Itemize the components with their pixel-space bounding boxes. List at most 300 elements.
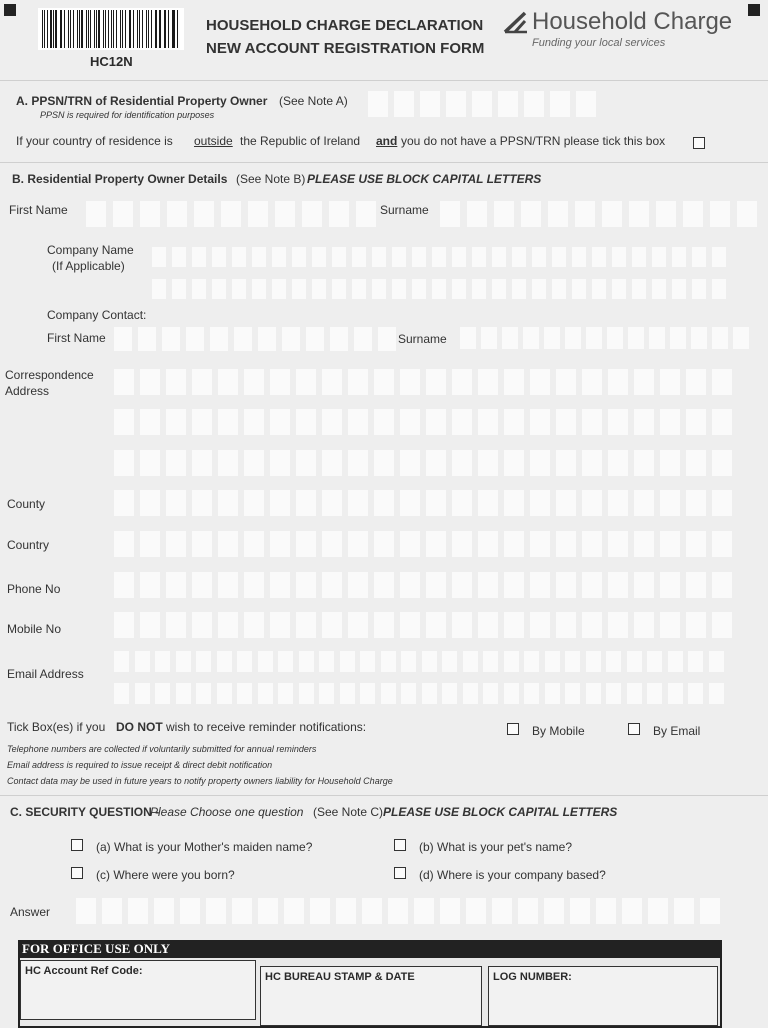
char-box[interactable] — [332, 279, 346, 299]
char-box[interactable] — [140, 531, 160, 557]
char-box[interactable] — [422, 651, 437, 672]
char-box[interactable] — [712, 612, 732, 638]
char-box[interactable] — [552, 247, 566, 267]
char-box[interactable] — [565, 683, 580, 704]
question-c-checkbox[interactable] — [71, 867, 83, 879]
char-box[interactable] — [329, 201, 349, 227]
char-box[interactable] — [452, 490, 472, 516]
char-box[interactable] — [634, 409, 654, 435]
char-box[interactable] — [270, 450, 290, 476]
char-box[interactable] — [686, 572, 706, 598]
mobile-input[interactable] — [114, 612, 738, 638]
char-box[interactable] — [452, 450, 472, 476]
char-box[interactable] — [712, 409, 732, 435]
char-box[interactable] — [237, 683, 252, 704]
char-box[interactable] — [582, 369, 602, 395]
char-box[interactable] — [400, 409, 420, 435]
char-box[interactable] — [478, 409, 498, 435]
char-box[interactable] — [155, 683, 170, 704]
char-box[interactable] — [530, 531, 550, 557]
county-input[interactable] — [114, 490, 738, 516]
char-box[interactable] — [140, 369, 160, 395]
char-box[interactable] — [452, 612, 472, 638]
char-box[interactable] — [270, 409, 290, 435]
char-box[interactable] — [712, 490, 732, 516]
char-box[interactable] — [272, 247, 286, 267]
char-box[interactable] — [627, 651, 642, 672]
char-box[interactable] — [692, 247, 706, 267]
char-box[interactable] — [691, 327, 707, 349]
char-box[interactable] — [212, 247, 226, 267]
char-box[interactable] — [545, 683, 560, 704]
char-box[interactable] — [114, 409, 134, 435]
char-box[interactable] — [374, 612, 394, 638]
char-box[interactable] — [212, 279, 226, 299]
no-reminder-email-checkbox[interactable] — [628, 723, 640, 735]
char-box[interactable] — [166, 409, 186, 435]
char-box[interactable] — [401, 651, 416, 672]
char-box[interactable] — [322, 450, 342, 476]
char-box[interactable] — [634, 572, 654, 598]
char-box[interactable] — [652, 247, 666, 267]
char-box[interactable] — [374, 450, 394, 476]
char-box[interactable] — [688, 651, 703, 672]
char-box[interactable] — [674, 898, 694, 924]
char-box[interactable] — [378, 327, 396, 351]
char-box[interactable] — [172, 247, 186, 267]
char-box[interactable] — [572, 247, 586, 267]
no-ppsn-checkbox[interactable] — [693, 137, 705, 149]
char-box[interactable] — [572, 279, 586, 299]
company-name-input-line2[interactable] — [152, 279, 732, 299]
char-box[interactable] — [545, 651, 560, 672]
char-box[interactable] — [442, 683, 457, 704]
char-box[interactable] — [648, 898, 668, 924]
char-box[interactable] — [660, 612, 680, 638]
char-box[interactable] — [672, 279, 686, 299]
char-box[interactable] — [192, 369, 212, 395]
char-box[interactable] — [550, 91, 570, 117]
char-box[interactable] — [556, 572, 576, 598]
char-box[interactable] — [446, 91, 466, 117]
char-box[interactable] — [608, 450, 628, 476]
char-box[interactable] — [483, 651, 498, 672]
char-box[interactable] — [270, 572, 290, 598]
char-box[interactable] — [586, 327, 602, 349]
char-box[interactable] — [629, 201, 649, 227]
char-box[interactable] — [348, 531, 368, 557]
char-box[interactable] — [602, 201, 622, 227]
char-box[interactable] — [135, 651, 150, 672]
char-box[interactable] — [114, 369, 134, 395]
char-box[interactable] — [412, 247, 426, 267]
char-box[interactable] — [166, 369, 186, 395]
char-box[interactable] — [452, 369, 472, 395]
char-box[interactable] — [392, 247, 406, 267]
char-box[interactable] — [374, 572, 394, 598]
char-box[interactable] — [258, 651, 273, 672]
first-name-input[interactable] — [86, 201, 383, 227]
char-box[interactable] — [712, 247, 726, 267]
char-box[interactable] — [504, 490, 524, 516]
char-box[interactable] — [319, 683, 334, 704]
char-box[interactable] — [206, 898, 226, 924]
char-box[interactable] — [154, 898, 174, 924]
char-box[interactable] — [478, 531, 498, 557]
char-box[interactable] — [712, 279, 726, 299]
char-box[interactable] — [270, 612, 290, 638]
char-box[interactable] — [478, 450, 498, 476]
char-box[interactable] — [575, 201, 595, 227]
char-box[interactable] — [400, 490, 420, 516]
char-box[interactable] — [612, 247, 626, 267]
char-box[interactable] — [712, 327, 728, 349]
char-box[interactable] — [709, 651, 724, 672]
char-box[interactable] — [336, 898, 356, 924]
char-box[interactable] — [299, 683, 314, 704]
char-box[interactable] — [668, 683, 683, 704]
char-box[interactable] — [565, 327, 581, 349]
char-box[interactable] — [586, 651, 601, 672]
char-box[interactable] — [140, 572, 160, 598]
char-box[interactable] — [368, 91, 388, 117]
char-box[interactable] — [244, 369, 264, 395]
char-box[interactable] — [530, 450, 550, 476]
char-box[interactable] — [627, 683, 642, 704]
char-box[interactable] — [656, 201, 676, 227]
char-box[interactable] — [552, 279, 566, 299]
char-box[interactable] — [608, 409, 628, 435]
char-box[interactable] — [292, 247, 306, 267]
char-box[interactable] — [400, 531, 420, 557]
char-box[interactable] — [634, 531, 654, 557]
char-box[interactable] — [504, 612, 524, 638]
char-box[interactable] — [524, 91, 544, 117]
char-box[interactable] — [114, 572, 134, 598]
char-box[interactable] — [348, 490, 368, 516]
char-box[interactable] — [296, 450, 316, 476]
question-a-checkbox[interactable] — [71, 839, 83, 851]
char-box[interactable] — [217, 651, 232, 672]
char-box[interactable] — [140, 490, 160, 516]
char-box[interactable] — [192, 572, 212, 598]
char-box[interactable] — [140, 409, 160, 435]
char-box[interactable] — [592, 247, 606, 267]
char-box[interactable] — [362, 898, 382, 924]
char-box[interactable] — [596, 898, 616, 924]
char-box[interactable] — [660, 450, 680, 476]
char-box[interactable] — [296, 409, 316, 435]
char-box[interactable] — [502, 327, 518, 349]
char-box[interactable] — [196, 651, 211, 672]
answer-input[interactable] — [76, 898, 726, 924]
char-box[interactable] — [582, 409, 602, 435]
char-box[interactable] — [217, 683, 232, 704]
char-box[interactable] — [582, 572, 602, 598]
char-box[interactable] — [530, 612, 550, 638]
char-box[interactable] — [504, 683, 519, 704]
char-box[interactable] — [322, 612, 342, 638]
char-box[interactable] — [218, 369, 238, 395]
company-name-input-line1[interactable] — [152, 247, 732, 267]
char-box[interactable] — [312, 279, 326, 299]
char-box[interactable] — [607, 327, 623, 349]
char-box[interactable] — [272, 279, 286, 299]
char-box[interactable] — [296, 531, 316, 557]
char-box[interactable] — [354, 327, 372, 351]
char-box[interactable] — [400, 572, 420, 598]
char-box[interactable] — [258, 683, 273, 704]
char-box[interactable] — [296, 490, 316, 516]
char-box[interactable] — [686, 490, 706, 516]
char-box[interactable] — [412, 279, 426, 299]
char-box[interactable] — [632, 247, 646, 267]
char-box[interactable] — [374, 490, 394, 516]
char-box[interactable] — [576, 91, 596, 117]
char-box[interactable] — [176, 683, 191, 704]
char-box[interactable] — [494, 201, 514, 227]
char-box[interactable] — [218, 409, 238, 435]
char-box[interactable] — [452, 279, 466, 299]
char-box[interactable] — [606, 651, 621, 672]
char-box[interactable] — [660, 369, 680, 395]
char-box[interactable] — [381, 683, 396, 704]
char-box[interactable] — [432, 279, 446, 299]
char-box[interactable] — [647, 651, 662, 672]
char-box[interactable] — [155, 651, 170, 672]
char-box[interactable] — [660, 531, 680, 557]
char-box[interactable] — [442, 651, 457, 672]
char-box[interactable] — [218, 572, 238, 598]
char-box[interactable] — [152, 247, 166, 267]
char-box[interactable] — [270, 490, 290, 516]
char-box[interactable] — [467, 201, 487, 227]
char-box[interactable] — [176, 651, 191, 672]
char-box[interactable] — [180, 898, 200, 924]
char-box[interactable] — [322, 490, 342, 516]
char-box[interactable] — [426, 612, 446, 638]
char-box[interactable] — [330, 327, 348, 351]
char-box[interactable] — [352, 279, 366, 299]
char-box[interactable] — [270, 531, 290, 557]
char-box[interactable] — [302, 201, 322, 227]
char-box[interactable] — [634, 450, 654, 476]
char-box[interactable] — [114, 490, 134, 516]
char-box[interactable] — [524, 683, 539, 704]
char-box[interactable] — [232, 247, 246, 267]
char-box[interactable] — [570, 898, 590, 924]
char-box[interactable] — [166, 572, 186, 598]
char-box[interactable] — [166, 450, 186, 476]
char-box[interactable] — [556, 531, 576, 557]
char-box[interactable] — [388, 898, 408, 924]
char-box[interactable] — [634, 490, 654, 516]
char-box[interactable] — [709, 683, 724, 704]
char-box[interactable] — [166, 531, 186, 557]
char-box[interactable] — [372, 279, 386, 299]
char-box[interactable] — [672, 247, 686, 267]
email-input-line1[interactable] — [114, 651, 729, 672]
char-box[interactable] — [481, 327, 497, 349]
char-box[interactable] — [296, 572, 316, 598]
char-box[interactable] — [232, 898, 252, 924]
char-box[interactable] — [210, 327, 228, 351]
address-input-line2[interactable] — [114, 409, 738, 435]
char-box[interactable] — [192, 409, 212, 435]
char-box[interactable] — [248, 201, 268, 227]
country-input[interactable] — [114, 531, 738, 557]
char-box[interactable] — [700, 898, 720, 924]
char-box[interactable] — [688, 683, 703, 704]
char-box[interactable] — [426, 572, 446, 598]
char-box[interactable] — [135, 683, 150, 704]
char-box[interactable] — [478, 369, 498, 395]
char-box[interactable] — [270, 369, 290, 395]
char-box[interactable] — [167, 201, 187, 227]
char-box[interactable] — [258, 898, 278, 924]
char-box[interactable] — [306, 327, 324, 351]
char-box[interactable] — [670, 327, 686, 349]
char-box[interactable] — [432, 247, 446, 267]
char-box[interactable] — [244, 612, 264, 638]
char-box[interactable] — [504, 531, 524, 557]
char-box[interactable] — [683, 201, 703, 227]
char-box[interactable] — [299, 651, 314, 672]
char-box[interactable] — [440, 201, 460, 227]
char-box[interactable] — [440, 898, 460, 924]
char-box[interactable] — [218, 490, 238, 516]
char-box[interactable] — [192, 279, 206, 299]
char-box[interactable] — [712, 572, 732, 598]
char-box[interactable] — [292, 279, 306, 299]
char-box[interactable] — [530, 490, 550, 516]
char-box[interactable] — [140, 201, 160, 227]
char-box[interactable] — [102, 898, 122, 924]
char-box[interactable] — [244, 572, 264, 598]
char-box[interactable] — [463, 651, 478, 672]
char-box[interactable] — [140, 612, 160, 638]
char-box[interactable] — [426, 450, 446, 476]
char-box[interactable] — [114, 683, 129, 704]
char-box[interactable] — [518, 898, 538, 924]
char-box[interactable] — [426, 409, 446, 435]
char-box[interactable] — [237, 651, 252, 672]
char-box[interactable] — [186, 327, 204, 351]
question-b-checkbox[interactable] — [394, 839, 406, 851]
char-box[interactable] — [565, 651, 580, 672]
char-box[interactable] — [582, 612, 602, 638]
char-box[interactable] — [275, 201, 295, 227]
char-box[interactable] — [374, 409, 394, 435]
char-box[interactable] — [556, 369, 576, 395]
char-box[interactable] — [322, 409, 342, 435]
char-box[interactable] — [686, 409, 706, 435]
char-box[interactable] — [463, 683, 478, 704]
surname-input[interactable] — [440, 201, 764, 227]
question-d-checkbox[interactable] — [394, 867, 406, 879]
char-box[interactable] — [332, 247, 346, 267]
char-box[interactable] — [544, 327, 560, 349]
char-box[interactable] — [258, 327, 276, 351]
char-box[interactable] — [138, 327, 156, 351]
char-box[interactable] — [582, 531, 602, 557]
char-box[interactable] — [360, 683, 375, 704]
char-box[interactable] — [628, 327, 644, 349]
char-box[interactable] — [372, 247, 386, 267]
char-box[interactable] — [352, 247, 366, 267]
no-reminder-mobile-checkbox[interactable] — [507, 723, 519, 735]
char-box[interactable] — [478, 612, 498, 638]
char-box[interactable] — [392, 279, 406, 299]
char-box[interactable] — [483, 683, 498, 704]
char-box[interactable] — [472, 91, 492, 117]
char-box[interactable] — [647, 683, 662, 704]
char-box[interactable] — [348, 369, 368, 395]
char-box[interactable] — [192, 612, 212, 638]
ppsn-input[interactable] — [368, 91, 602, 117]
char-box[interactable] — [400, 369, 420, 395]
char-box[interactable] — [532, 247, 546, 267]
char-box[interactable] — [634, 369, 654, 395]
char-box[interactable] — [472, 279, 486, 299]
char-box[interactable] — [234, 327, 252, 351]
char-box[interactable] — [686, 531, 706, 557]
char-box[interactable] — [322, 572, 342, 598]
char-box[interactable] — [512, 247, 526, 267]
address-input-line3[interactable] — [114, 450, 738, 476]
char-box[interactable] — [632, 279, 646, 299]
char-box[interactable] — [340, 651, 355, 672]
char-box[interactable] — [660, 490, 680, 516]
char-box[interactable] — [466, 898, 486, 924]
char-box[interactable] — [244, 450, 264, 476]
char-box[interactable] — [472, 247, 486, 267]
char-box[interactable] — [221, 201, 241, 227]
char-box[interactable] — [712, 531, 732, 557]
char-box[interactable] — [192, 490, 212, 516]
char-box[interactable] — [348, 612, 368, 638]
char-box[interactable] — [192, 450, 212, 476]
char-box[interactable] — [374, 369, 394, 395]
char-box[interactable] — [252, 279, 266, 299]
char-box[interactable] — [218, 612, 238, 638]
char-box[interactable] — [504, 651, 519, 672]
char-box[interactable] — [612, 279, 626, 299]
char-box[interactable] — [284, 898, 304, 924]
char-box[interactable] — [606, 683, 621, 704]
char-box[interactable] — [422, 683, 437, 704]
char-box[interactable] — [348, 409, 368, 435]
char-box[interactable] — [140, 450, 160, 476]
address-input-line1[interactable] — [114, 369, 738, 395]
char-box[interactable] — [530, 409, 550, 435]
email-input-line2[interactable] — [114, 683, 729, 704]
char-box[interactable] — [426, 490, 446, 516]
contact-first-name-input[interactable] — [114, 327, 402, 351]
char-box[interactable] — [478, 490, 498, 516]
char-box[interactable] — [452, 247, 466, 267]
char-box[interactable] — [530, 369, 550, 395]
char-box[interactable] — [634, 612, 654, 638]
char-box[interactable] — [244, 490, 264, 516]
char-box[interactable] — [426, 531, 446, 557]
char-box[interactable] — [556, 409, 576, 435]
char-box[interactable] — [460, 327, 476, 349]
char-box[interactable] — [492, 247, 506, 267]
char-box[interactable] — [192, 531, 212, 557]
char-box[interactable] — [452, 409, 472, 435]
char-box[interactable] — [504, 409, 524, 435]
